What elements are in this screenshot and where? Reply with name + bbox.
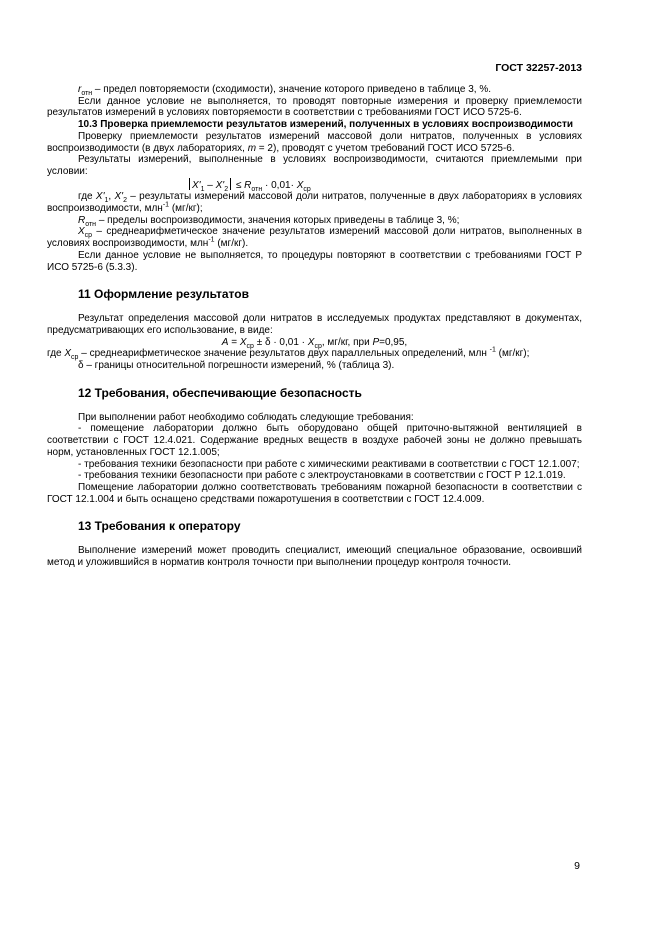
s12-intro: При выполнении работ необходимо соблюдать следующие требования: [78, 411, 414, 423]
s11-paragraph-1: Результат определения массовой доли нитратов в исследуемых продуктах представляют в документах, предусматривающих его использование, в виде: [47, 313, 582, 336]
s11-delta: δ – границы относительной погрешности измерений, % (таблица 3). [78, 360, 395, 372]
s10-3-paragraph-2: Результаты измерений, выполненные в условиях воспроизводимости, считаются приемлемыми при условии: [47, 154, 582, 177]
s12-item-electrical: - требования техники безопасности при работе с электроустановками в соответствии с ГОСТ Р 12.1.019. [78, 470, 566, 482]
section-11-heading: 11 Оформление результатов [78, 287, 249, 302]
s11-where-x: где $X_{ср}$ – среднеарифметическое значение результатов двух параллельных определений, млн $^{-1}$ (мг/кг); [47, 347, 530, 362]
repeat-measurement-paragraph: Если данное условие не выполняется, то проводят повторные измерения и проверку приемлемости результатов измерений в условиях повторяемости в соответствии с требованиями ГОСТ ИСО 5725-6. [47, 95, 582, 119]
section-10-3-heading: 10.3 Проверка приемлемости результатов измерений, полученных в условиях воспроизводимости [78, 119, 574, 131]
formula-where-r: $R_{отн}$ – пределы воспроизводимости, значения которых приведены в таблице 3, %; [78, 214, 460, 228]
document-header: ГОСТ 32257-2013 [495, 62, 582, 74]
s12-item-chemicals: - требования техники безопасности при работе с химическими реактивами в соответствии с ГОСТ 12.1.007; [78, 458, 580, 470]
s10-3-paragraph-1: Проверку приемлемости результатов измерений массовой доли нитратов, полученных в условиях воспроизводимости (в двух лабораториях, m = 2), проводят с учетом требований ГОСТ ИСО 5725-6. [47, 130, 582, 154]
section-12-heading: 12 Требования, обеспечивающие безопасность [78, 385, 362, 400]
formula-where-x: где $X'_1$, $X'_2$ – результаты измерений массовой доли нитратов, полученные в двух лабораториях в условиях воспроизводимости, млн$^{-1}$ (мг/кг); [47, 191, 582, 215]
s10-3-last-paragraph: Если данное условие не выполняется, то процедуры повторяют в соответствии с требованиями ГОСТ Р ИСО 5725-6 (5.3.3). [47, 249, 582, 273]
reproducibility-formula: $X'_1 - X'_2 \le R_{отн} \cdot 0,01\cdot X_{ср}$ [187, 178, 582, 192]
section-13-heading: 13 Требования к оператору [78, 519, 241, 534]
page-number: 9 [574, 860, 580, 872]
s13-paragraph-1: Выполнение измерений может проводить специалист, имеющий специальное образование, освоивший метод и уложившийся в норматив контроля точности при выполнении процедур контроля точности. [47, 545, 582, 569]
formula-where-xcp: $X_{ср}$ – среднеарифметическое значение результатов измерений массовой доли нитратов, выполненных в условиях воспроизводимости, млн$^{-1}$ (мг/кг). [47, 226, 582, 250]
result-formula: $A = X_{ср} \pm \delta \cdot 0,01 \cdot X_{ср}$, мг/кг, при P=0,95, [221, 336, 408, 350]
page-content [47, 84, 582, 569]
s12-item-ventilation: - помещение лаборатории должно быть оборудовано общей приточно-вытяжной вентиляцией в соответствии с ГОСТ 12.4.021. Содержание вредных веществ в воздухе рабочей зоны не должно превышать норм, установленных ГОСТ 12.1.005; [47, 423, 582, 458]
r-definition: $r_{отн}$ – предел повторяемости (сходимости), значение которого приведено в таблице 3, %. [78, 84, 491, 97]
s12-fire-safety: Помещение лаборатории должно соответствовать требованиям пожарной безопасности в соответствии с ГОСТ 12.1.004 и быть оснащено средствами пожаротушения в соответствии с ГОСТ 12.4.009. [47, 481, 582, 505]
